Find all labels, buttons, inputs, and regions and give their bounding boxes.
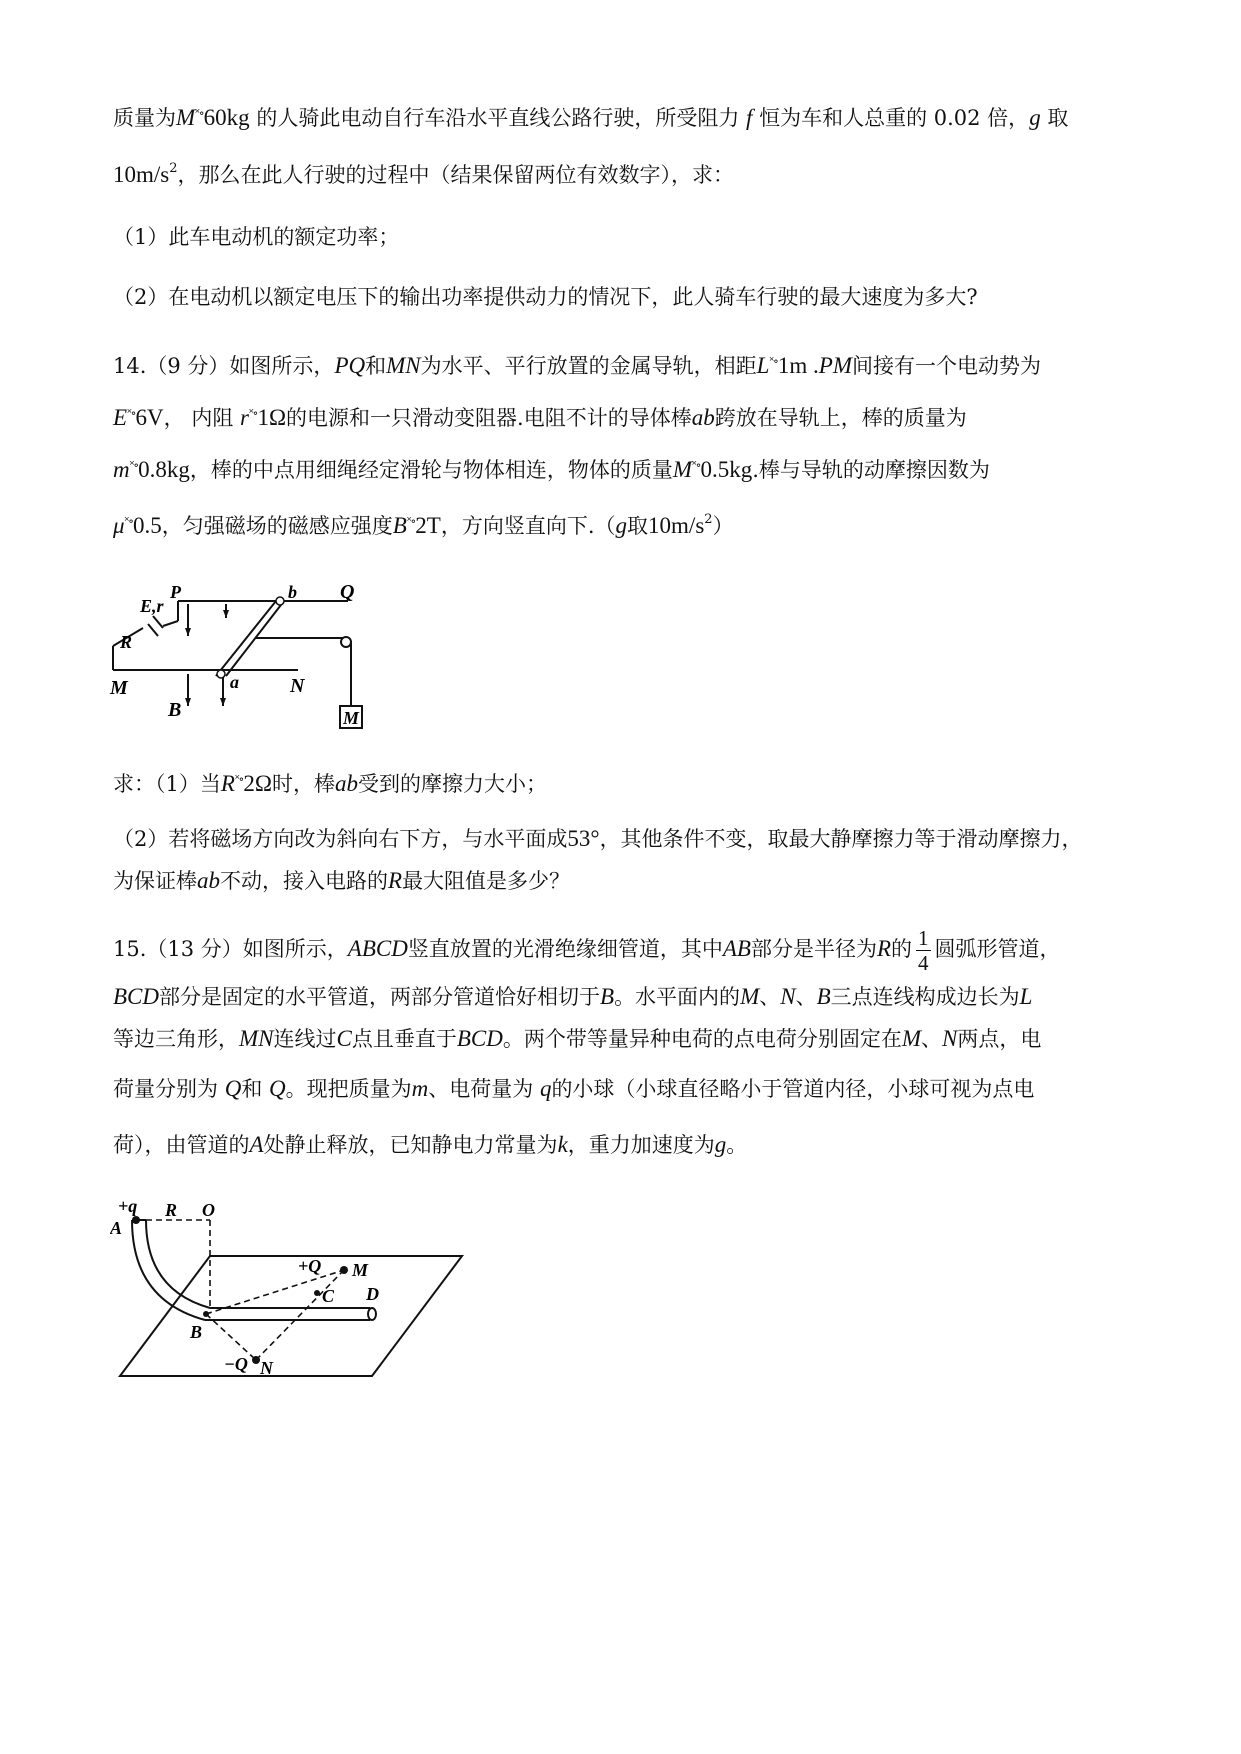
fig15-label-plus-bigq: +Q [298, 1256, 322, 1276]
fig14-label-m: M [110, 677, 128, 699]
p13-line-1: 质量为M˟∘60kg 的人骑此电动自行车沿水平直线公路行驶，所受阻力 f 恒为车和人总重的 0.02 倍，g 取 [113, 105, 1069, 130]
fig14-label-n: N [290, 675, 305, 697]
p14-line-4: μ˟∘0.5，匀强磁场的磁感应强度B˟∘2T，方向竖直向下.（g取$10m/s^2$） [113, 512, 734, 538]
fig14-label-bfield: B [168, 699, 182, 721]
fig14-label-mass: M [343, 708, 360, 728]
fig15-label-a: A [110, 1218, 123, 1238]
fig14-label-q: Q [340, 581, 355, 603]
fig15-label-c: C [322, 1286, 335, 1306]
p13-question-2: （2）在电动机以额定电压下的输出功率提供动力的情况下，此人骑车行驶的最大速度为多大? [113, 285, 978, 309]
fig15-label-d: D [366, 1284, 379, 1304]
fig15-label-r: R [165, 1200, 178, 1220]
figure-tube-charges [110, 1190, 480, 1400]
p14-question-1: 求：（1）当R˟∘2Ω时，棒ab受到的摩擦力大小； [113, 771, 547, 796]
p14-question-2-line-1: （2）若将磁场方向改为斜向右下方，与水平面成53°，其他条件不变，取最大静摩擦力等于滑动摩擦力， [113, 826, 1083, 851]
figure-rails-circuit [108, 576, 398, 736]
fig15-label-plus-q: +q [118, 1196, 138, 1216]
fig15-label-minus-bigq: −Q [224, 1354, 248, 1374]
fraction-one-quarter: $\frac{1}{4}$ [918, 926, 929, 975]
p14-question-2-line-2: 为保证棒ab不动，接入电路的R最大阻值是多少？ [113, 868, 571, 893]
p15-line-4: 荷量分别为 Q和 Q。现把质量为m、电荷量为 q的小球（小球直径略小于管道内径，小球可视为点电 [113, 1076, 1035, 1101]
fig15-label-o: O [202, 1200, 215, 1220]
p15-line-3: 等边三角形，MN连线过C点且垂直于BCD。两个带等量异种电荷的点电荷分别固定在M、N两点，电 [113, 1026, 1042, 1051]
fig15-label-m: M [352, 1260, 369, 1280]
p14-line-2: E˟∘6V， 内阻 r˟∘1Ω的电源和一只滑动变阻器.电阻不计的导体棒ab跨放在导轨上，棒的质量为 [113, 405, 967, 430]
p13-question-1: （1）此车电动机的额定功率； [113, 225, 400, 249]
p14-line-1: 14.（9 分）如图所示，PQ和MN为水平、平行放置的金属导轨，相距L˟∘1m .PM间接有一个电动势为 [113, 353, 1041, 378]
fig14-label-er: E,r [140, 596, 164, 616]
fig14-label-r: R [120, 632, 133, 652]
p15-line-5: 荷），由管道的A处静止释放，已知静电力常量为k，重力加速度为g。 [113, 1132, 748, 1157]
p13-line-2: $10m/s^2$，那么在此人行驶的过程中（结果保留两位有效数字），求： [113, 161, 735, 187]
fig15-label-b: B [190, 1322, 203, 1342]
fig14-label-b: b [288, 582, 297, 602]
p15-line-1: 15.（13 分）如图所示，ABCD竖直放置的光滑绝缘细管道，其中AB部分是半径为R的 $\frac{1}{4}$ 圆弧形管道， [113, 926, 1061, 975]
p14-line-3: m˟∘0.8kg，棒的中点用细绳经定滑轮与物体相连，物体的质量M˟∘0.5kg.棒与导轨的动摩擦因数为 [113, 457, 990, 482]
fig14-label-a: a [230, 672, 239, 692]
fig14-label-p: P [170, 582, 181, 602]
p15-line-2: BCD部分是固定的水平管道，两部分管道恰好相切于B。水平面内的M、N、B三点连线构成边长为L [113, 984, 1033, 1009]
fig15-label-n: N [260, 1358, 273, 1378]
